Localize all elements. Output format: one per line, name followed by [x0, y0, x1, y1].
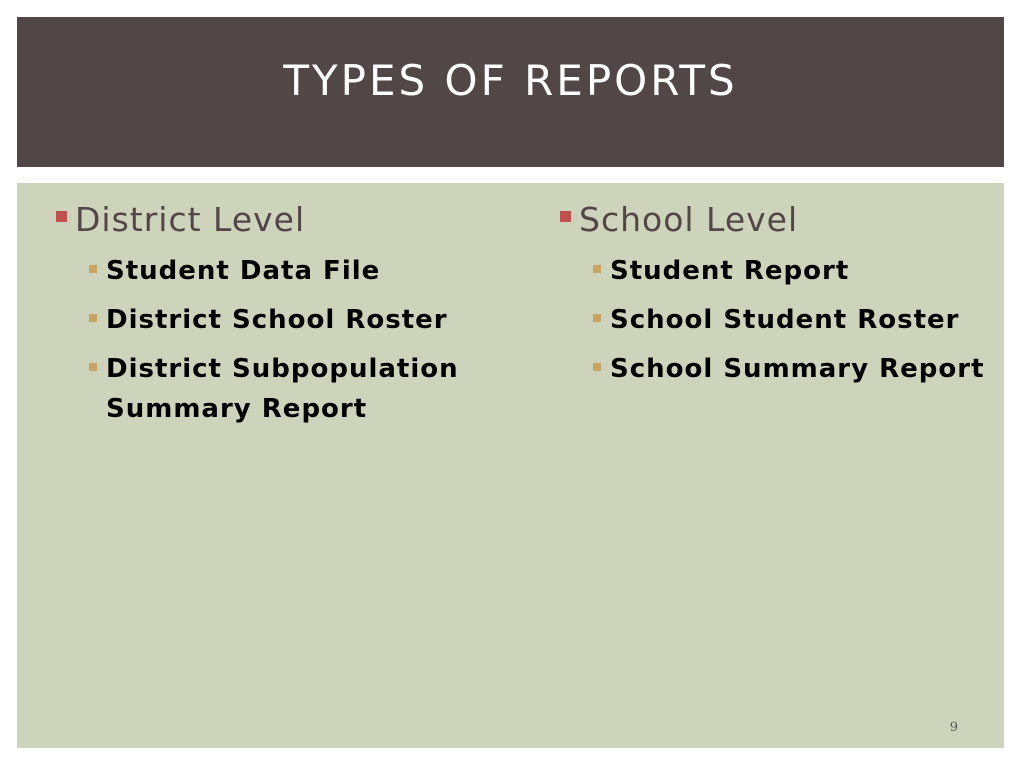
heading-text: School Level — [579, 200, 799, 239]
square-bullet-icon — [593, 265, 601, 273]
list-item-text: School Summary Report — [610, 354, 985, 384]
title-band — [17, 17, 1004, 167]
square-bullet-icon — [593, 363, 601, 371]
report-list — [557, 251, 997, 389]
bullet-heading — [557, 201, 997, 239]
slide-title: TYPES OF REPORTS — [283, 56, 738, 105]
square-bullet-icon — [56, 211, 67, 222]
page-number: 9 — [949, 720, 958, 735]
square-bullet-icon — [593, 314, 601, 322]
list-item-text: District School Roster — [106, 305, 448, 335]
list-item-text: Student Data File — [106, 256, 381, 286]
bullet-heading — [53, 201, 513, 239]
square-bullet-icon — [560, 211, 571, 222]
square-bullet-icon — [89, 363, 97, 371]
column-school — [557, 201, 997, 398]
square-bullet-icon — [89, 314, 97, 322]
list-item — [53, 300, 513, 340]
square-bullet-icon — [89, 265, 97, 273]
heading-text: District Level — [75, 200, 306, 239]
list-item — [557, 300, 997, 340]
list-item — [557, 349, 997, 389]
report-list — [53, 251, 513, 429]
content-area — [17, 183, 1004, 748]
list-item — [53, 251, 513, 291]
list-item-text: School Student Roster — [610, 305, 960, 335]
list-item — [557, 251, 997, 291]
column-district — [53, 201, 513, 438]
list-item-text: Student Report — [610, 256, 850, 286]
list-item — [53, 349, 513, 429]
list-item-text: District Subpopulation Summary Report — [106, 354, 459, 424]
